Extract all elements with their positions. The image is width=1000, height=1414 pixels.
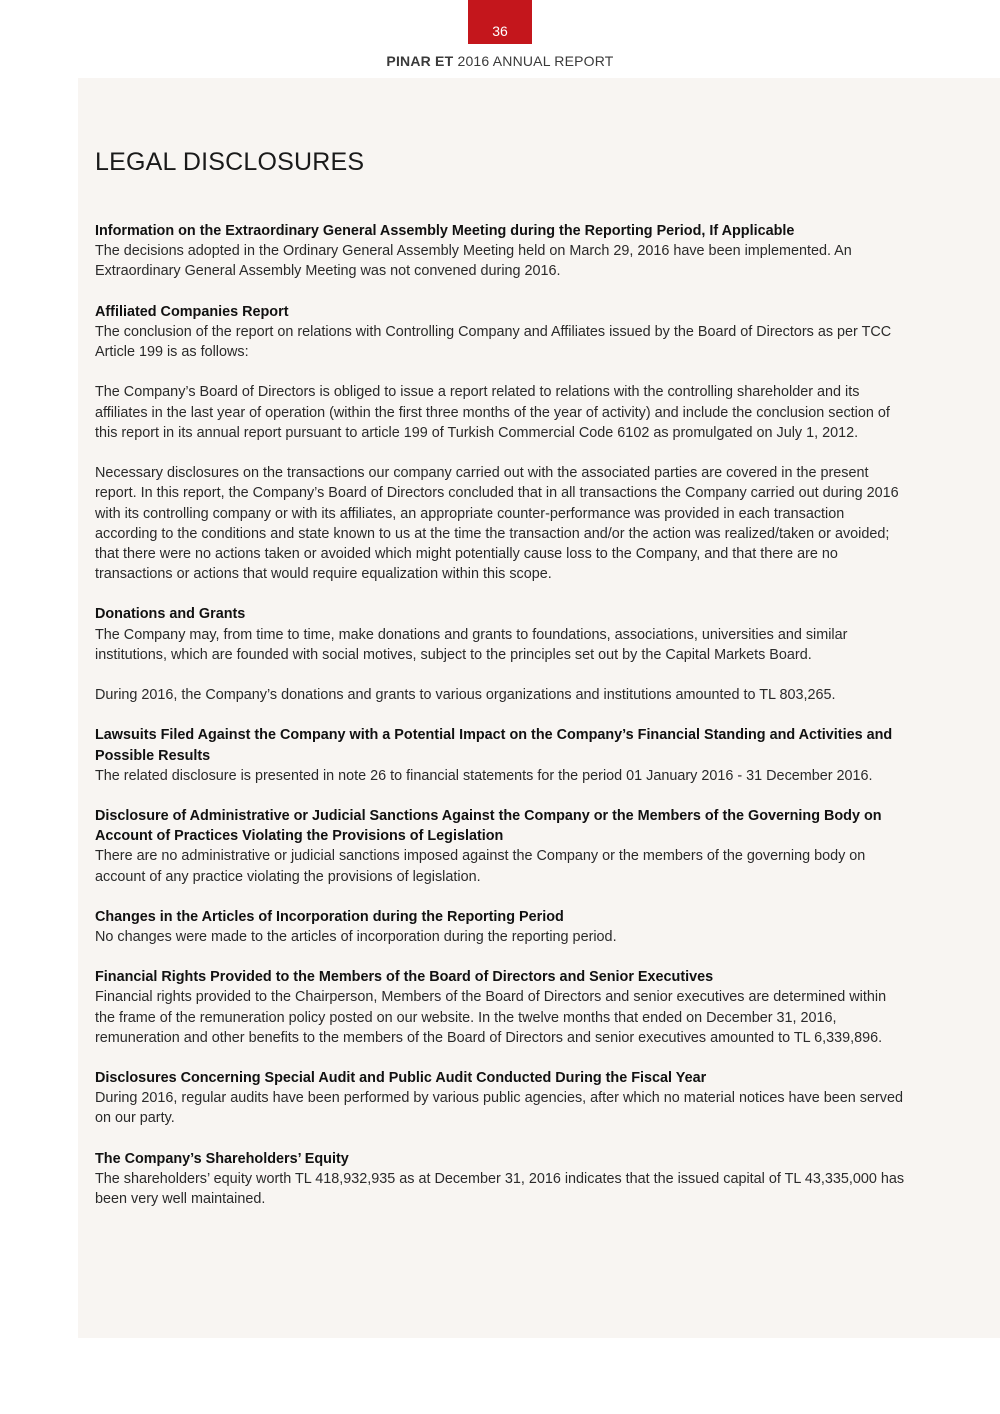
page-number: 36 (492, 23, 508, 39)
section-heading: Disclosure of Administrative or Judicial Sanctions Against the Company or the Members of the Governing Body on Account of Practices Violating the Provisions of Legislation (95, 808, 882, 845)
page-title: LEGAL DISCLOSURES (95, 148, 365, 176)
running-header (0, 53, 1000, 69)
section-heading: Information on the Extraordinary General Assembly Meeting during the Reporting Period, If Applicable (95, 223, 795, 239)
content-panel (78, 78, 1000, 1338)
section-paragraph: The decisions adopted in the Ordinary General Assembly Meeting held on March 29, 2016 have been implemented. An Extraordinary General Assembly Meeting was not convened during 2016. (95, 243, 852, 280)
section-paragraph: The shareholders’ equity worth TL 418,932,935 as at December 31, 2016 indicates that the issued capital of TL 43,335,000 has been very well maintained. (95, 1170, 905, 1208)
section-heading: Affiliated Companies Report (95, 303, 289, 320)
section-paragraph: Financial rights provided to the Chairperson, Members of the Board of Directors and senior executives are determined within the frame of the remuneration policy posted on our website. In the twelve months that ended on December 31, 2016, remuneration and other benefits to the members of the Board of Directors and senior executives amounted to TL 6,339,896. (95, 989, 887, 1046)
brand-name: PINAR ET (386, 53, 454, 69)
section-donations-and-grants (95, 604, 905, 705)
section-paragraph: During 2016, the Company’s donations and grants to various organizations and institutions amounted to TL 803,265. (95, 687, 836, 704)
section-heading: Changes in the Articles of Incorporation during the Reporting Period (95, 908, 564, 925)
section-extraordinary-general-assembly (95, 221, 905, 282)
document-body (95, 148, 905, 1229)
report-title: 2016 ANNUAL REPORT (457, 53, 614, 69)
section-audits (95, 1068, 905, 1129)
section-paragraph: The Company may, from time to time, make donations and grants to foundations, associations, universities and similar institutions, which are founded with social motives, subject to the principles set out by the Capital Markets Board. (95, 626, 848, 663)
section-sanctions (95, 806, 905, 887)
section-paragraph: No changes were made to the articles of incorporation during the reporting period. (95, 929, 617, 946)
section-paragraph: During 2016, regular audits have been performed by various public agencies, after which no material notices have been served on our party. (95, 1090, 903, 1127)
section-paragraph: The conclusion of the report on relations with Controlling Company and Affiliates issued by the Board of Directors as per TCC Article 199 is as follows: (95, 323, 892, 361)
section-heading: Financial Rights Provided to the Members of the Board of Directors and Senior Executives (95, 969, 714, 986)
section-articles-of-incorporation (95, 907, 905, 947)
section-heading: The Company’s Shareholders’ Equity (95, 1150, 349, 1167)
section-financial-rights (95, 967, 905, 1048)
section-paragraph: Necessary disclosures on the transactions our company carried out with the associated parties are covered in the present report. In this report, the Company’s Board of Directors concluded that in all transactions the Company carried out during 2016 with its controlling company or with its affiliates, an appropriate counter-performance was provided in each transaction according to the conditions and state known to us at the time the transaction and/or the action was realized/taken or avoided; that there were no actions taken or avoided which might potentially cause loss to the Company, and that there are no transactions or actions that would require equalization within this scope. (95, 465, 899, 583)
section-paragraph: There are no administrative or judicial sanctions imposed against the Company or the members of the governing body on account of any practice violating the provisions of legislation. (95, 848, 866, 885)
section-shareholders-equity (95, 1149, 905, 1210)
section-heading: Donations and Grants (95, 606, 246, 623)
section-heading: Disclosures Concerning Special Audit and Public Audit Conducted During the Fiscal Year (95, 1070, 707, 1087)
section-heading: Lawsuits Filed Against the Company with a Potential Impact on the Company’s Financial Standing and Activities and Possible Results (95, 727, 893, 764)
section-paragraph: The related disclosure is presented in note 26 to financial statements for the period 01 January 2016 - 31 December 2016. (95, 767, 873, 784)
section-paragraph: The Company’s Board of Directors is obliged to issue a report related to relations with the controlling shareholder and its affiliates in the last year of operation (within the first three months of the year of activity) and include the conclusion section of this report in its annual report pursuant to article 199 of Turkish Commercial Code 6102 as promulgated on July 1, 2012. (95, 384, 890, 441)
section-lawsuits (95, 725, 905, 786)
section-affiliated-companies-report (95, 302, 905, 585)
page-number-tab (468, 0, 532, 44)
